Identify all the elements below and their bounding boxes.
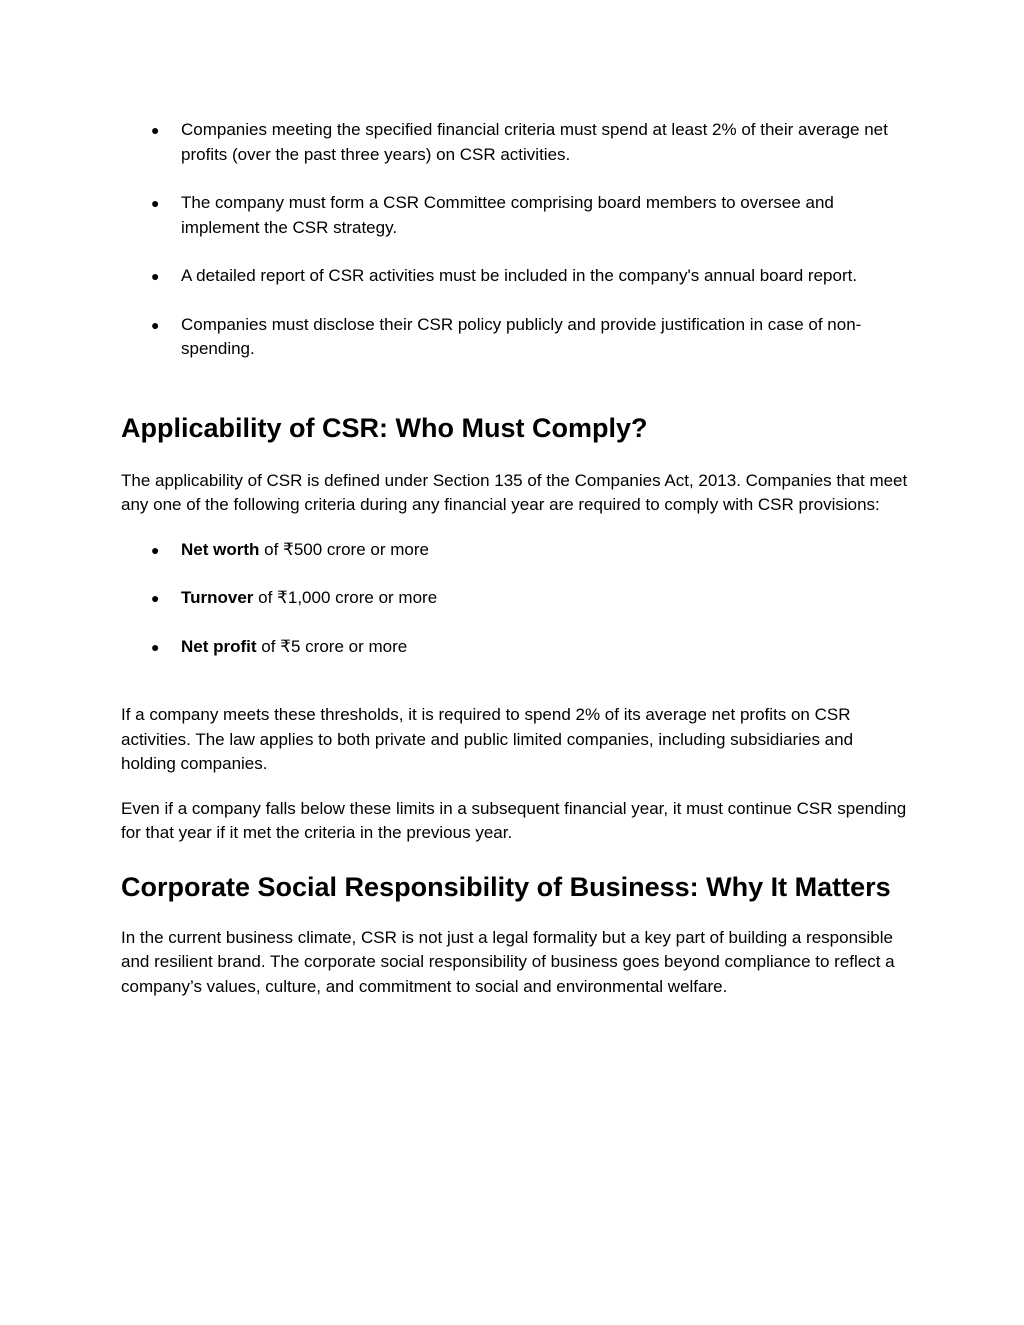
why-it-matters-paragraph: In the current business climate, CSR is not just a legal formality but a key part of building a responsible and resilient brand. The corporate social responsibility of business goes beyond compliance to reflect a company’s values, culture, and commitment to social and environmental welfare. xyxy=(121,927,895,996)
list-item-text: Companies must disclose their CSR policy publicly and provide justification in case of non-spending. xyxy=(181,314,862,358)
list-item xyxy=(121,538,911,563)
applicability-criteria-list xyxy=(121,538,911,660)
bullet-icon: ● xyxy=(151,541,160,558)
threshold-paragraph: If a company meets these thresholds, it is required to spend 2% of its average net profits on CSR activities. The law applies to both private and public limited companies, including subsidiaries and holding companies. xyxy=(121,705,854,773)
criterion-text: of ₹1,000 crore or more xyxy=(253,588,438,607)
list-item-text: Companies meeting the specified financial criteria must spend at least 2% of their average net profits (over the past three years) on CSR activities. xyxy=(181,120,888,164)
list-item xyxy=(121,586,911,611)
why-it-matters-heading: Corporate Social Responsibility of Business: Why It Matters xyxy=(121,871,891,902)
criterion-label: Net worth xyxy=(181,539,260,559)
bullet-icon: ● xyxy=(151,638,160,655)
applicability-heading: Applicability of CSR: Who Must Comply? xyxy=(121,412,648,443)
bullet-icon: ● xyxy=(151,195,160,211)
criterion-label: Turnover xyxy=(181,588,254,607)
csr-requirements-list xyxy=(121,118,911,362)
document-content xyxy=(121,118,911,999)
list-item xyxy=(121,191,911,240)
list-item-text: A detailed report of CSR activities must be included in the company's annual board report. xyxy=(181,266,858,285)
criterion-text: of ₹500 crore or more xyxy=(259,539,429,559)
continuation-paragraph: Even if a company falls below these limits in a subsequent financial year, it must continue CSR spending for that year if it met the criteria in the previous year. xyxy=(121,798,907,842)
bullet-icon: ● xyxy=(151,316,160,333)
list-item-text: The company must form a CSR Committee comprising board members to oversee and implement the CSR strategy. xyxy=(181,193,834,237)
list-item xyxy=(121,118,911,167)
applicability-intro-paragraph: The applicability of CSR is defined under Section 135 of the Companies Act, 2013. Companies that meet any one of the following criteria during any financial year are required to comply with CSR provisions: xyxy=(121,470,908,514)
bullet-icon: ● xyxy=(151,268,160,284)
list-item xyxy=(121,313,911,362)
criterion-label: Net profit xyxy=(181,636,257,656)
criterion-text: of ₹5 crore or more xyxy=(256,636,408,656)
list-item xyxy=(121,264,911,289)
bullet-icon: ● xyxy=(151,590,160,606)
bullet-icon: ● xyxy=(151,122,160,138)
list-item xyxy=(121,635,911,660)
